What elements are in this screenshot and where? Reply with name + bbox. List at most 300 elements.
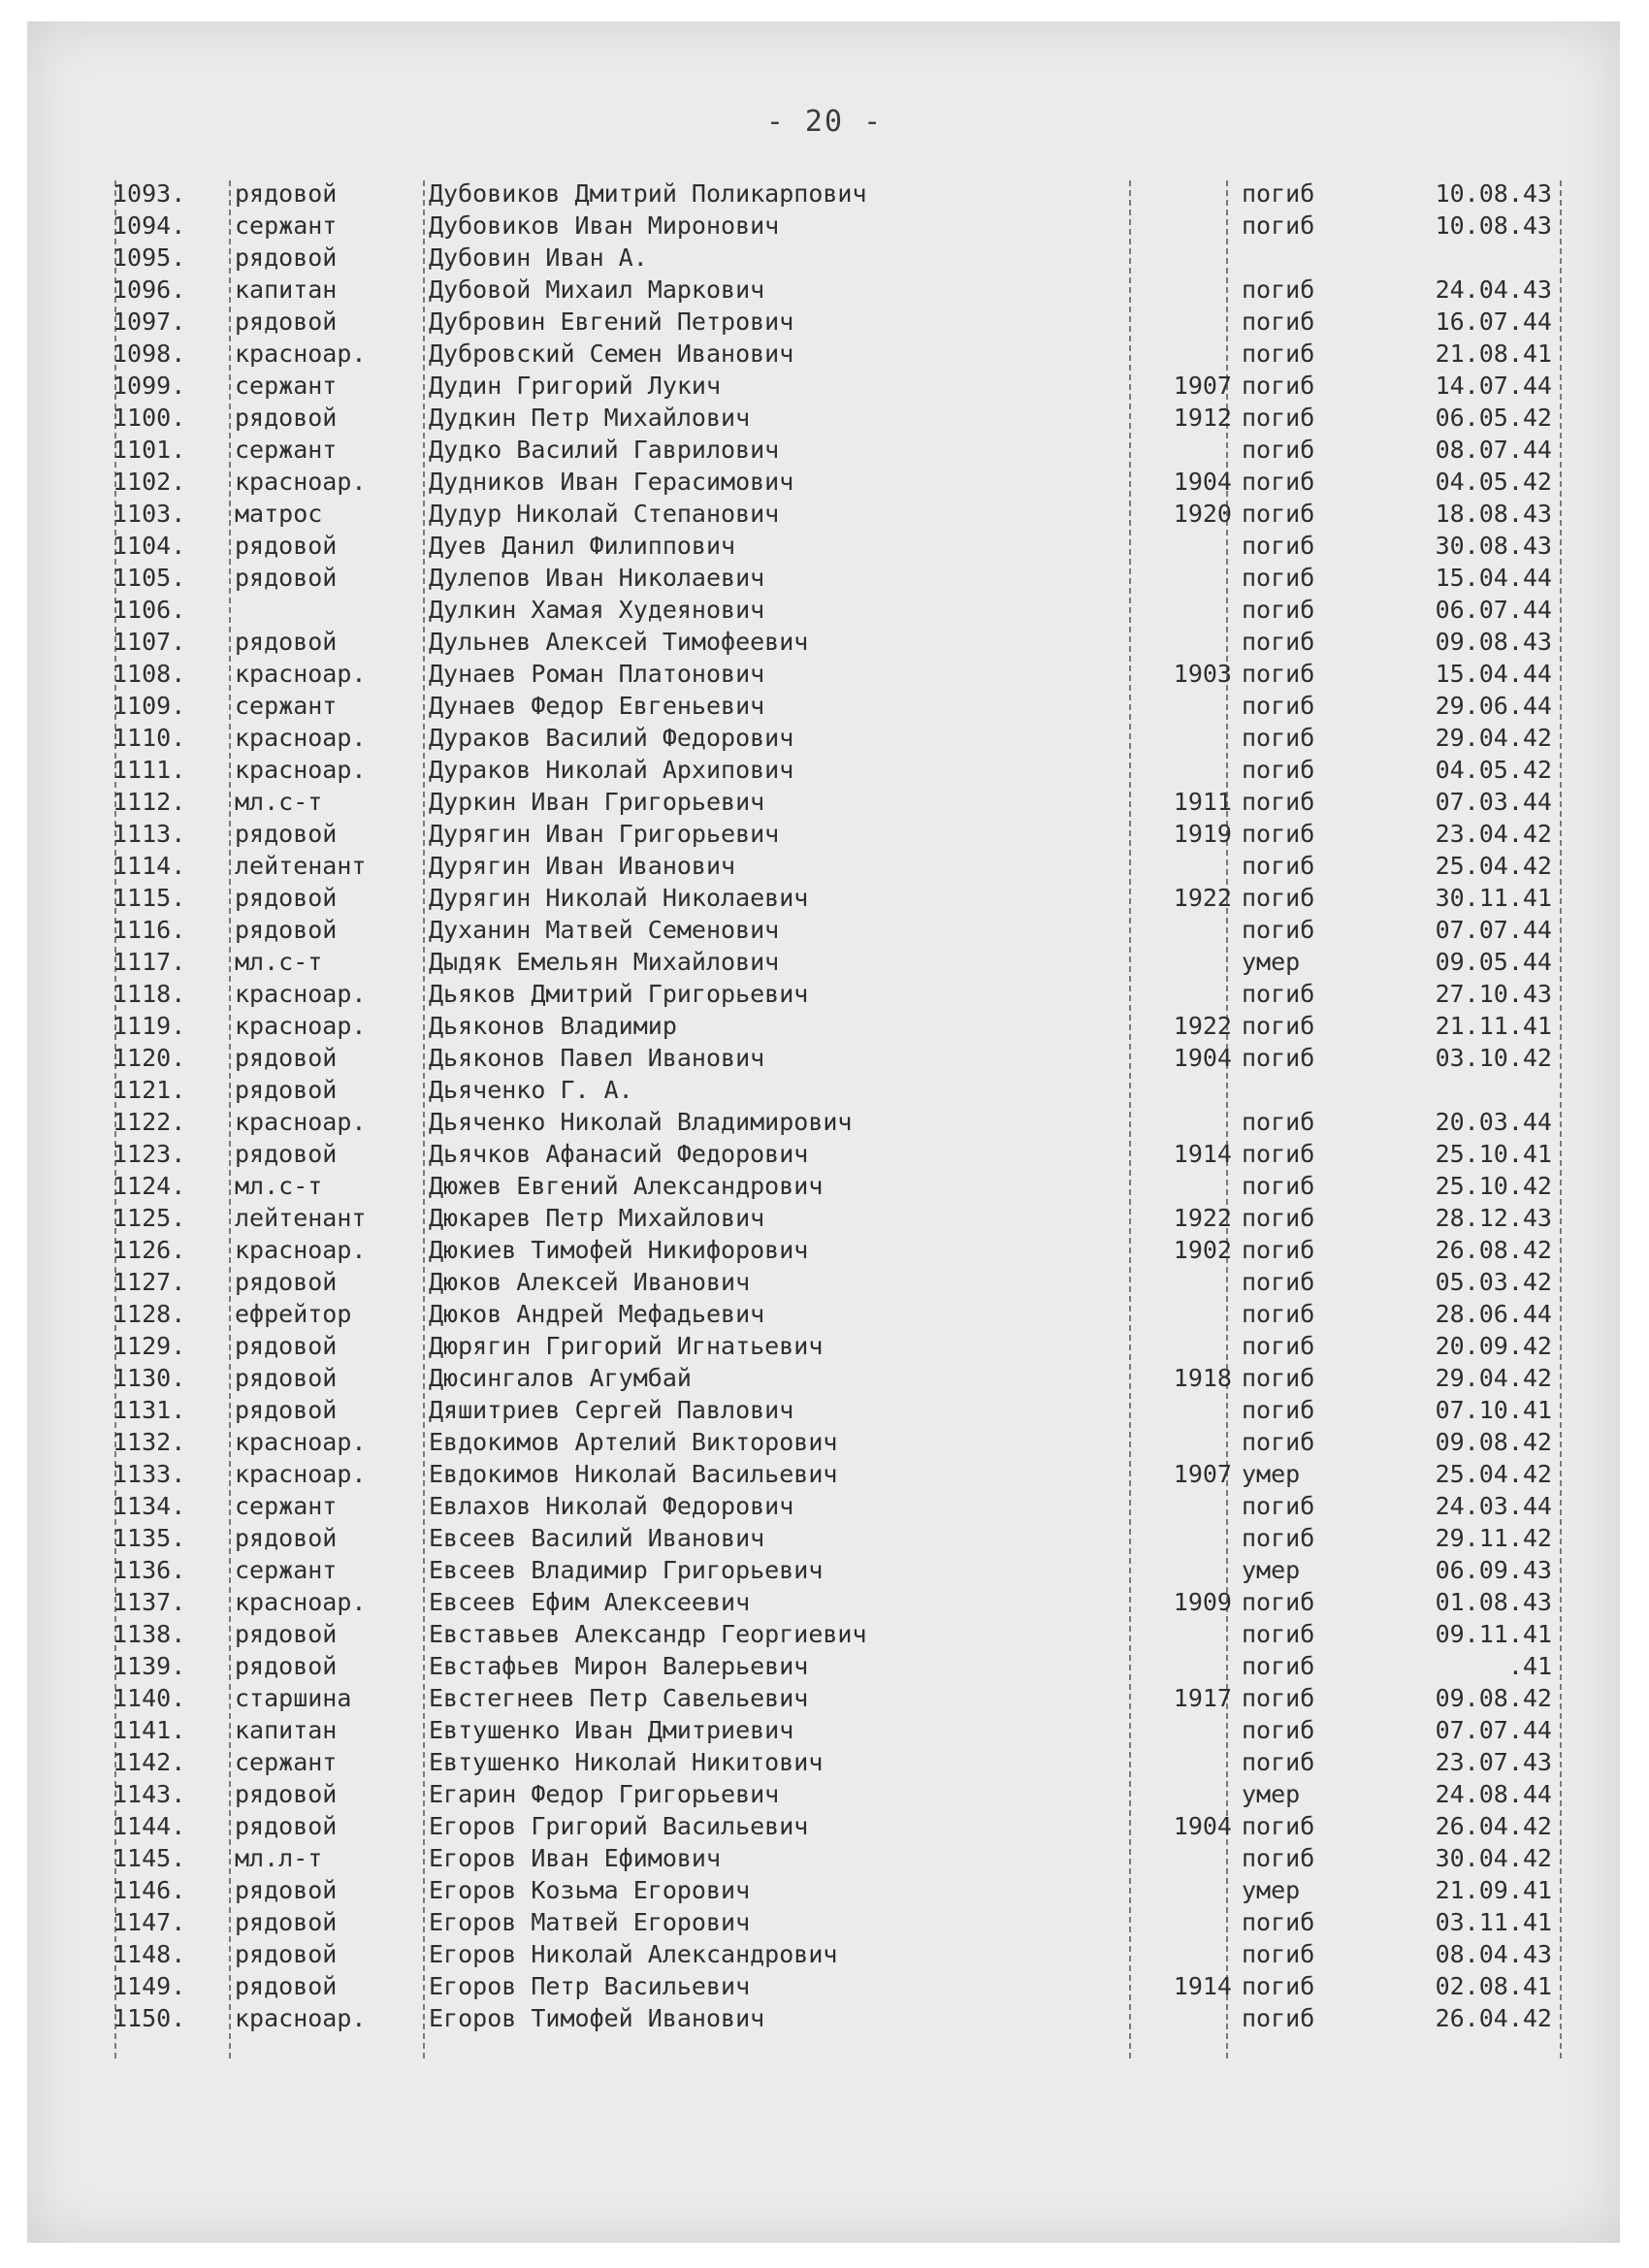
fate-status: погиб: [1242, 852, 1315, 880]
full-name: Дураков Василий Федорович: [429, 724, 794, 752]
birth-year: [1137, 178, 1232, 210]
full-name: Евстафьев Мирон Валерьевич: [429, 1652, 809, 1680]
record-number: 1137.: [113, 1588, 186, 1616]
date-of-death: 07.07.44: [1435, 1716, 1552, 1744]
record-number: 1130.: [113, 1364, 186, 1392]
rank: красноар.: [235, 756, 367, 784]
birth-year: [1137, 626, 1232, 658]
record-number: 1115.: [113, 884, 186, 912]
rank: рядовой: [235, 1268, 338, 1296]
rank: рядовой: [235, 1364, 338, 1392]
date-of-death: 30.11.41: [1435, 884, 1552, 912]
full-name: Дудин Григорий Лукич: [429, 372, 722, 400]
birth-year: 1922: [1173, 884, 1232, 912]
rank: лейтенант: [235, 1204, 367, 1232]
date-of-death: 24.04.43: [1435, 275, 1552, 304]
table-row: [109, 722, 1573, 754]
fate-status: погиб: [1242, 756, 1315, 784]
table-row: [109, 1170, 1573, 1202]
table-row: [109, 1394, 1573, 1426]
birth-year: 1911: [1173, 788, 1232, 816]
birth-year: [1137, 1714, 1232, 1746]
table-row: [109, 1522, 1573, 1554]
date-of-death: 09.08.43: [1435, 628, 1552, 656]
table-row: [109, 1490, 1573, 1522]
date-of-death: 09.08.42: [1435, 1428, 1552, 1456]
date-of-death: 15.04.44: [1435, 660, 1552, 688]
date-of-death: 24.08.44: [1435, 1780, 1552, 1808]
rank: рядовой: [235, 564, 338, 592]
rank: красноар.: [235, 1012, 367, 1040]
birth-year: [1137, 1330, 1232, 1362]
birth-year: [1137, 1650, 1232, 1682]
table-row: [109, 1874, 1573, 1906]
table-row: [109, 658, 1573, 690]
date-of-death: 03.10.42: [1435, 1044, 1552, 1072]
record-number: 1095.: [113, 243, 186, 272]
full-name: Егарин Федор Григорьевич: [429, 1780, 780, 1808]
record-number: 1124.: [113, 1172, 186, 1200]
birth-year: 1918: [1173, 1364, 1232, 1392]
full-name: Дюжев Евгений Александрович: [429, 1172, 824, 1200]
date-of-death: 29.04.42: [1435, 1364, 1552, 1392]
full-name: Евдокимов Николай Васильевич: [429, 1460, 838, 1488]
rank: рядовой: [235, 1076, 338, 1104]
table-row: [109, 1970, 1573, 2002]
rank: мл.л-т: [235, 1844, 323, 1872]
full-name: Дудко Василий Гаврилович: [429, 436, 780, 464]
fate-status: погиб: [1242, 820, 1315, 848]
table-row: [109, 1586, 1573, 1618]
birth-year: 1904: [1173, 468, 1232, 496]
birth-year: 1912: [1173, 404, 1232, 432]
fate-status: погиб: [1242, 1364, 1315, 1392]
date-of-death: 23.04.42: [1435, 820, 1552, 848]
date-of-death: 25.04.42: [1435, 1460, 1552, 1488]
birth-year: [1137, 978, 1232, 1010]
rank: рядовой: [235, 532, 338, 560]
table-row: [109, 786, 1573, 818]
full-name: Евсеев Владимир Григорьевич: [429, 1556, 824, 1584]
birth-year: 1914: [1173, 1972, 1232, 2000]
record-number: 1139.: [113, 1652, 186, 1680]
fate-status: погиб: [1242, 1652, 1315, 1680]
table-row: [109, 1650, 1573, 1682]
rank: лейтенант: [235, 852, 367, 880]
rank: красноар.: [235, 660, 367, 688]
full-name: Евставьев Александр Георгиевич: [429, 1620, 867, 1648]
rank: сержант: [235, 1492, 338, 1520]
full-name: Дубровский Семен Иванович: [429, 340, 794, 368]
table-row: [109, 2002, 1573, 2034]
rank: красноар.: [235, 2004, 367, 2032]
record-number: 1143.: [113, 1780, 186, 1808]
date-of-death: 26.04.42: [1435, 2004, 1552, 2032]
birth-year: [1137, 242, 1232, 274]
rank: сержант: [235, 1748, 338, 1776]
birth-year: 1904: [1173, 1812, 1232, 1840]
date-of-death: 08.07.44: [1435, 436, 1552, 464]
table-row: [109, 1714, 1573, 1746]
date-of-death: 25.10.41: [1435, 1140, 1552, 1168]
fate-status: погиб: [1242, 1140, 1315, 1168]
fate-status: погиб: [1242, 1620, 1315, 1648]
table-row: [109, 1746, 1573, 1778]
rank: капитан: [235, 1716, 338, 1744]
full-name: Дюкиев Тимофей Никифорович: [429, 1236, 809, 1264]
fate-status: [1242, 242, 1368, 274]
full-name: Евтушенко Николай Никитович: [429, 1748, 824, 1776]
record-number: 1129.: [113, 1332, 186, 1360]
fate-status: погиб: [1242, 660, 1315, 688]
date-of-death: 07.03.44: [1435, 788, 1552, 816]
fate-status: погиб: [1242, 1940, 1315, 1968]
date-of-death: 10.08.43: [1435, 211, 1552, 240]
rank: мл.с-т: [235, 948, 323, 976]
record-number: 1107.: [113, 628, 186, 656]
date-of-death: 18.08.43: [1435, 500, 1552, 528]
date-of-death: 29.11.42: [1435, 1524, 1552, 1552]
full-name: Духанин Матвей Семенович: [429, 916, 780, 944]
table-row: [109, 1298, 1573, 1330]
full-name: Дюков Андрей Мефадьевич: [429, 1300, 765, 1328]
fate-status: погиб: [1242, 404, 1315, 432]
full-name: Дубовиков Иван Миронович: [429, 211, 780, 240]
table-row: [109, 274, 1573, 306]
rank: красноар.: [235, 724, 367, 752]
fate-status: погиб: [1242, 1492, 1315, 1520]
record-number: 1150.: [113, 2004, 186, 2032]
rank: сержант: [235, 1556, 338, 1584]
birth-year: [1137, 1106, 1232, 1138]
fate-status: погиб: [1242, 1684, 1315, 1712]
record-number: 1125.: [113, 1204, 186, 1232]
record-number: 1105.: [113, 564, 186, 592]
date-of-death: 25.04.42: [1435, 852, 1552, 880]
rank: рядовой: [235, 1876, 338, 1904]
fate-status: погиб: [1242, 628, 1315, 656]
fate-status: погиб: [1242, 275, 1315, 304]
birth-year: 1922: [1173, 1012, 1232, 1040]
fate-status: погиб: [1242, 1844, 1315, 1872]
birth-year: [1137, 850, 1232, 882]
rank: рядовой: [235, 1780, 338, 1808]
birth-year: [1137, 530, 1232, 562]
fate-status: погиб: [1242, 884, 1315, 912]
page-number: - 20 -: [765, 105, 884, 139]
record-number: 1119.: [113, 1012, 186, 1040]
fate-status: погиб: [1242, 1716, 1315, 1744]
full-name: Дулкин Хамая Худеянович: [429, 596, 765, 624]
table-row: [109, 1266, 1573, 1298]
fate-status: погиб: [1242, 1748, 1315, 1776]
rank: рядовой: [235, 1620, 338, 1648]
full-name: Дьяконов Павел Иванович: [429, 1044, 765, 1072]
birth-year: [1137, 306, 1232, 338]
full-name: Дудкин Петр Михайлович: [429, 404, 751, 432]
table-row: [109, 1362, 1573, 1394]
date-of-death: 04.05.42: [1435, 468, 1552, 496]
full-name: Дульнев Алексей Тимофеевич: [429, 628, 809, 656]
birth-year: [1137, 2002, 1232, 2034]
record-number: 1110.: [113, 724, 186, 752]
fate-status: погиб: [1242, 788, 1315, 816]
fate-status: погиб: [1242, 1044, 1315, 1072]
birth-year: [1137, 1522, 1232, 1554]
casualty-roster-table: [109, 178, 1573, 2034]
fate-status: погиб: [1242, 1332, 1315, 1360]
birth-year: 1902: [1173, 1236, 1232, 1264]
birth-year: [1137, 274, 1232, 306]
table-row: [109, 210, 1573, 242]
rank: рядовой: [235, 1524, 338, 1552]
birth-year: 1914: [1173, 1140, 1232, 1168]
table-row: [109, 498, 1573, 530]
date-of-death: [1370, 1074, 1552, 1106]
birth-year: [1137, 946, 1232, 978]
record-number: 1111.: [113, 756, 186, 784]
birth-year: [1137, 1842, 1232, 1874]
date-of-death: 25.10.42: [1435, 1172, 1552, 1200]
date-of-death: 29.06.44: [1435, 692, 1552, 720]
record-number: 1121.: [113, 1076, 186, 1104]
fate-status: погиб: [1242, 2004, 1315, 2032]
table-row: [109, 914, 1573, 946]
full-name: Дьячков Афанасий Федорович: [429, 1140, 809, 1168]
fate-status: умер: [1242, 1460, 1301, 1488]
birth-year: [1137, 338, 1232, 370]
birth-year: 1909: [1173, 1588, 1232, 1616]
record-number: 1140.: [113, 1684, 186, 1712]
record-number: 1097.: [113, 308, 186, 336]
date-of-death: 04.05.42: [1435, 756, 1552, 784]
fate-status: погиб: [1242, 1268, 1315, 1296]
record-number: 1099.: [113, 372, 186, 400]
record-number: 1106.: [113, 596, 186, 624]
fate-status: погиб: [1242, 468, 1315, 496]
date-of-death: 24.03.44: [1435, 1492, 1552, 1520]
table-row: [109, 1842, 1573, 1874]
date-of-death: 23.07.43: [1435, 1748, 1552, 1776]
record-number: 1104.: [113, 532, 186, 560]
full-name: Егоров Григорий Васильевич: [429, 1812, 809, 1840]
full-name: Дурягин Николай Николаевич: [429, 884, 809, 912]
table-row: [109, 1138, 1573, 1170]
table-row: [109, 1330, 1573, 1362]
fate-status: умер: [1242, 1780, 1301, 1808]
record-number: 1113.: [113, 820, 186, 848]
date-of-death: 20.03.44: [1435, 1108, 1552, 1136]
rank: красноар.: [235, 1428, 367, 1456]
full-name: Евсеев Василий Иванович: [429, 1524, 765, 1552]
rank: рядовой: [235, 404, 338, 432]
record-number: 1114.: [113, 852, 186, 880]
record-number: 1123.: [113, 1140, 186, 1168]
date-of-death: 15.04.44: [1435, 564, 1552, 592]
date-of-death: .41: [1507, 1652, 1552, 1680]
rank: красноар.: [235, 980, 367, 1008]
birth-year: [1137, 690, 1232, 722]
fate-status: погиб: [1242, 1300, 1315, 1328]
rank: мл.с-т: [235, 1172, 323, 1200]
table-row: [109, 306, 1573, 338]
rank: рядовой: [235, 1908, 338, 1936]
fate-status: погиб: [1242, 1588, 1315, 1616]
rank: рядовой: [235, 884, 338, 912]
record-number: 1148.: [113, 1940, 186, 1968]
fate-status: погиб: [1242, 1236, 1315, 1264]
table-row: [109, 690, 1573, 722]
fate-status: погиб: [1242, 211, 1315, 240]
date-of-death: 28.12.43: [1435, 1204, 1552, 1232]
record-number: 1116.: [113, 916, 186, 944]
birth-year: [1137, 1394, 1232, 1426]
full-name: Евдокимов Артелий Викторович: [429, 1428, 838, 1456]
rank: ефрейтор: [235, 1300, 352, 1328]
rank: красноар.: [235, 1236, 367, 1264]
rank: рядовой: [235, 1396, 338, 1424]
rank: рядовой: [235, 179, 338, 208]
table-row: [109, 1938, 1573, 1970]
record-number: 1112.: [113, 788, 186, 816]
rank: рядовой: [235, 1812, 338, 1840]
record-number: 1103.: [113, 500, 186, 528]
record-number: 1126.: [113, 1236, 186, 1264]
record-number: 1094.: [113, 211, 186, 240]
birth-year: [1137, 594, 1232, 626]
table-row: [109, 338, 1573, 370]
date-of-death: 06.05.42: [1435, 404, 1552, 432]
table-row: [109, 1906, 1573, 1938]
full-name: Дюков Алексей Иванович: [429, 1268, 751, 1296]
fate-status: погиб: [1242, 724, 1315, 752]
full-name: Дудур Николай Степанович: [429, 500, 780, 528]
birth-year: [1137, 1426, 1232, 1458]
record-number: 1134.: [113, 1492, 186, 1520]
rank: рядовой: [235, 628, 338, 656]
table-row: [109, 242, 1573, 274]
date-of-death: 07.10.41: [1435, 1396, 1552, 1424]
table-row: [109, 946, 1573, 978]
fate-status: погиб: [1242, 916, 1315, 944]
birth-year: 1904: [1173, 1044, 1232, 1072]
rank: сержант: [235, 692, 338, 720]
birth-year: [1137, 914, 1232, 946]
date-of-death: 06.07.44: [1435, 596, 1552, 624]
fate-status: погиб: [1242, 340, 1315, 368]
birth-year: [1137, 210, 1232, 242]
record-number: 1098.: [113, 340, 186, 368]
full-name: Дудников Иван Герасимович: [429, 468, 794, 496]
date-of-death: 14.07.44: [1435, 372, 1552, 400]
full-name: Дьяконов Владимир: [429, 1012, 677, 1040]
record-number: 1127.: [113, 1268, 186, 1296]
record-number: 1101.: [113, 436, 186, 464]
rank: сержант: [235, 436, 338, 464]
birth-year: [1137, 1298, 1232, 1330]
rank: красноар.: [235, 468, 367, 496]
full-name: Дулепов Иван Николаевич: [429, 564, 765, 592]
date-of-death: 26.04.42: [1435, 1812, 1552, 1840]
birth-year: [1137, 1170, 1232, 1202]
record-number: 1118.: [113, 980, 186, 1008]
rank: мл.с-т: [235, 788, 323, 816]
table-row: [109, 1682, 1573, 1714]
birth-year: 1922: [1173, 1204, 1232, 1232]
table-row: [109, 1106, 1573, 1138]
birth-year: [1137, 1074, 1232, 1106]
birth-year: 1920: [1173, 500, 1232, 528]
full-name: Дурягин Иван Григорьевич: [429, 820, 780, 848]
full-name: Егоров Тимофей Иванович: [429, 2004, 765, 2032]
fate-status: погиб: [1242, 308, 1315, 336]
rank: красноар.: [235, 1108, 367, 1136]
rank: рядовой: [235, 1940, 338, 1968]
table-row: [109, 818, 1573, 850]
date-of-death: 02.08.41: [1435, 1972, 1552, 2000]
birth-year: [1137, 1746, 1232, 1778]
full-name: Егоров Матвей Егорович: [429, 1908, 751, 1936]
date-of-death: 30.04.42: [1435, 1844, 1552, 1872]
record-number: 1108.: [113, 660, 186, 688]
date-of-death: 29.04.42: [1435, 724, 1552, 752]
fate-status: [1242, 1074, 1368, 1106]
table-row: [109, 882, 1573, 914]
record-number: 1132.: [113, 1428, 186, 1456]
record-number: 1142.: [113, 1748, 186, 1776]
record-number: 1120.: [113, 1044, 186, 1072]
date-of-death: [1370, 242, 1552, 274]
full-name: Дьяков Дмитрий Григорьевич: [429, 980, 809, 1008]
full-name: Дунаев Федор Евгеньевич: [429, 692, 765, 720]
fate-status: погиб: [1242, 1812, 1315, 1840]
fate-status: погиб: [1242, 1204, 1315, 1232]
date-of-death: 09.05.44: [1435, 948, 1552, 976]
full-name: Дюсингалов Агумбай: [429, 1364, 692, 1392]
date-of-death: 30.08.43: [1435, 532, 1552, 560]
record-number: 1147.: [113, 1908, 186, 1936]
table-row: [109, 562, 1573, 594]
birth-year: [1137, 1938, 1232, 1970]
date-of-death: 09.11.41: [1435, 1620, 1552, 1648]
fate-status: погиб: [1242, 564, 1315, 592]
fate-status: погиб: [1242, 1012, 1315, 1040]
full-name: Дубовой Михаил Маркович: [429, 275, 765, 304]
fate-status: погиб: [1242, 692, 1315, 720]
date-of-death: 16.07.44: [1435, 308, 1552, 336]
date-of-death: 07.07.44: [1435, 916, 1552, 944]
full-name: Дубовиков Дмитрий Поликарпович: [429, 179, 867, 208]
fate-status: погиб: [1242, 1172, 1315, 1200]
table-row: [109, 466, 1573, 498]
date-of-death: 28.06.44: [1435, 1300, 1552, 1328]
fate-status: погиб: [1242, 1396, 1315, 1424]
record-number: 1093.: [113, 179, 186, 208]
birth-year: [1137, 722, 1232, 754]
birth-year: [1137, 1554, 1232, 1586]
record-number: 1135.: [113, 1524, 186, 1552]
date-of-death: 01.08.43: [1435, 1588, 1552, 1616]
full-name: Дураков Николай Архипович: [429, 756, 794, 784]
table-row: [109, 594, 1573, 626]
birth-year: [1137, 434, 1232, 466]
table-row: [109, 178, 1573, 210]
table-row: [109, 1042, 1573, 1074]
full-name: Евсеев Ефим Алексеевич: [429, 1588, 751, 1616]
date-of-death: 10.08.43: [1435, 179, 1552, 208]
rank: матрос: [235, 500, 323, 528]
table-row: [109, 1458, 1573, 1490]
